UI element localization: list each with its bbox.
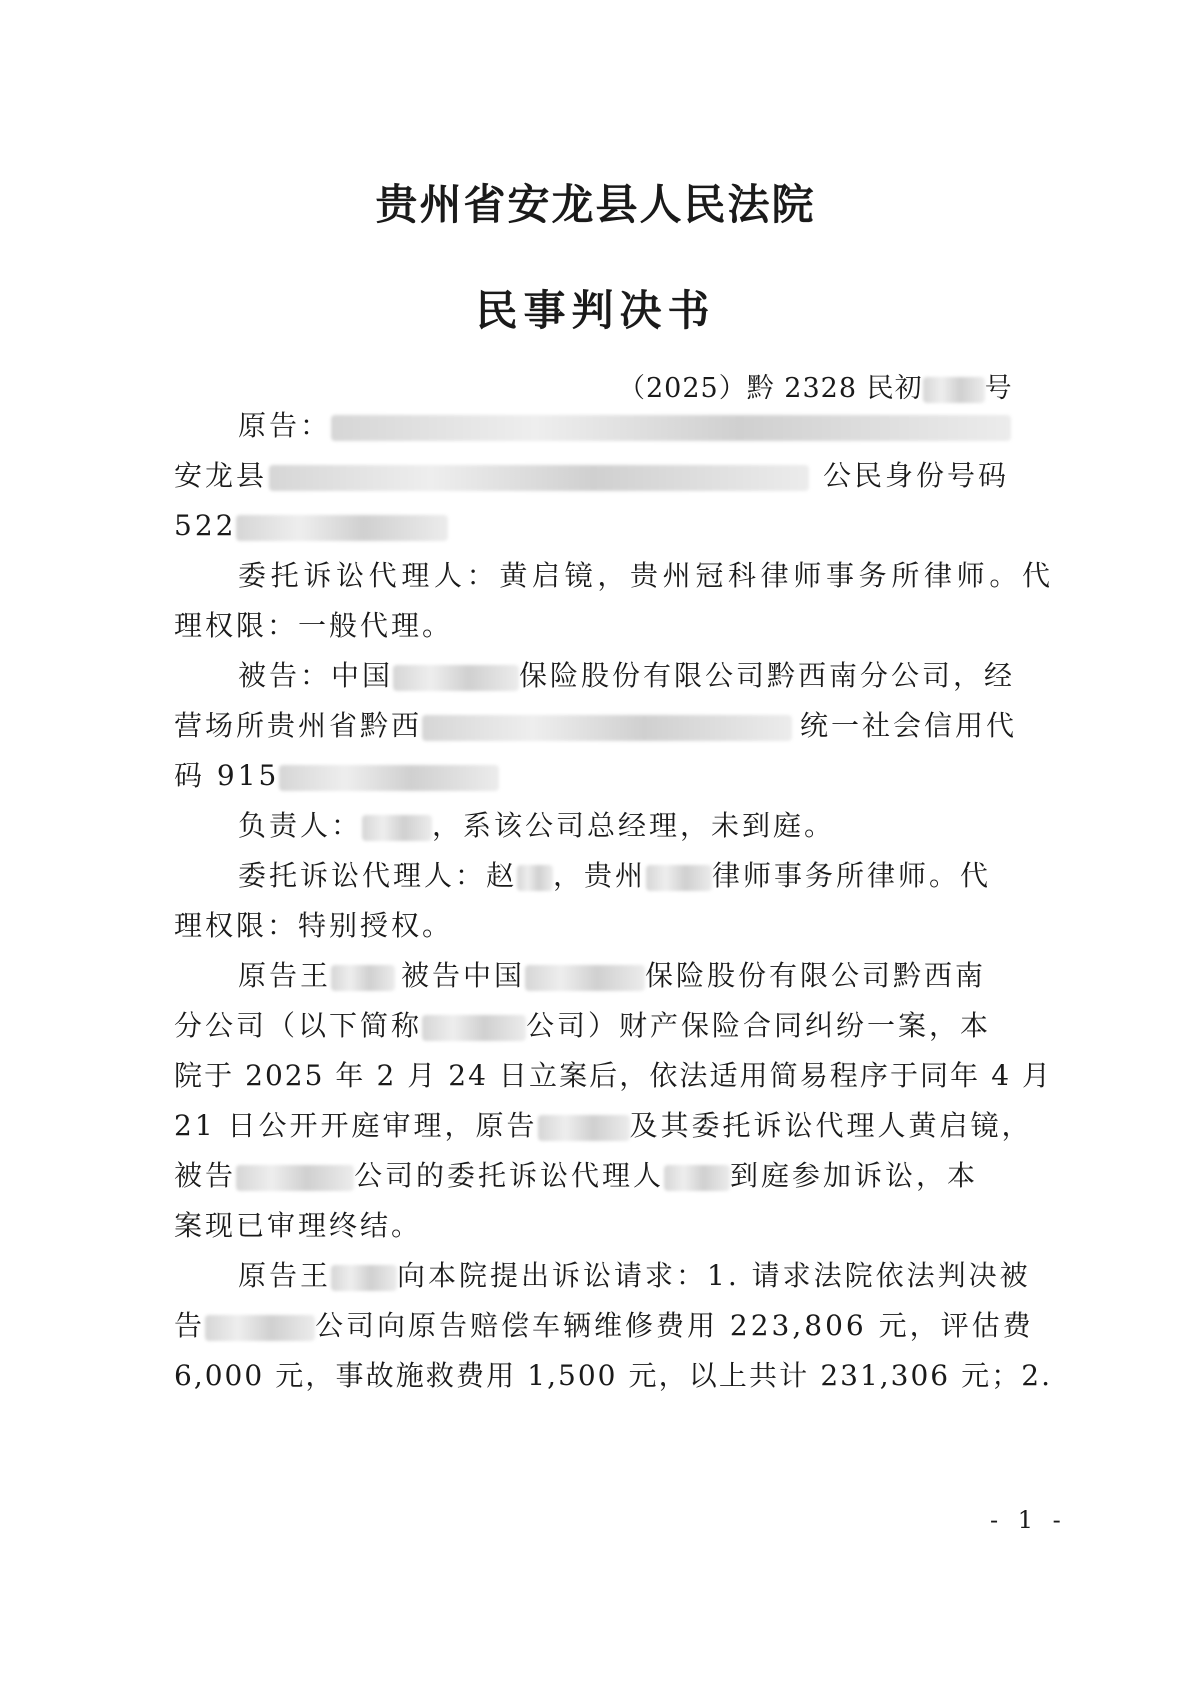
- paragraph-2-line-3: 6,000 元，事故施救费用 1,500 元，以上共计 231,306 元；2.: [174, 1359, 1052, 1392]
- redaction-block: [538, 1115, 630, 1141]
- paragraph-text: 被告中国: [401, 959, 526, 992]
- responsible-person-line: [238, 806, 835, 846]
- case-number-suffix: 号: [984, 373, 1013, 404]
- paragraph-text: 公司向原告赔偿车辆维修费用 223,806 元，评估费: [315, 1309, 1034, 1342]
- paragraph-text: 及其委托诉讼代理人黄启镜，: [629, 1109, 1033, 1142]
- defendant-line-1: [238, 656, 1015, 696]
- redaction-block: [236, 515, 448, 541]
- redaction-block: [393, 665, 519, 691]
- defendant-agent-text: ，贵州: [553, 859, 647, 892]
- defendant-text: 被告：中国: [238, 659, 394, 692]
- plaintiff-line-2: [174, 456, 1009, 496]
- paragraph-text: 被告: [174, 1159, 237, 1192]
- redaction-block: [331, 1265, 397, 1291]
- responsible-text: ，系该公司总经理，未到庭。: [432, 809, 836, 842]
- paragraph-text: 原告王: [238, 959, 332, 992]
- defendant-text: 营场所贵州省黔西: [174, 709, 423, 742]
- plaintiff-address-start: 安龙县: [174, 459, 268, 492]
- defendant-agent-text: 委托诉讼代理人：赵: [238, 859, 518, 892]
- redaction-block: [236, 1165, 354, 1191]
- defendant-line-2: [174, 706, 1017, 746]
- paragraph-1-line-6: 案现已审理终结。: [174, 1209, 423, 1242]
- paragraph-text: 向本院提出诉讼请求：1. 请求法院依法判决被: [397, 1259, 1031, 1292]
- redaction-block: [279, 765, 499, 791]
- case-number: [618, 366, 1013, 405]
- redaction-block: [362, 815, 432, 841]
- paragraph-1-line-4: [174, 1106, 1033, 1146]
- redaction-block: [422, 1015, 526, 1041]
- redaction-block: [269, 465, 809, 491]
- responsible-label: 负责人：: [238, 809, 363, 842]
- plaintiff-id-prefix: 522: [174, 509, 237, 542]
- plaintiff-label: 原告：: [238, 409, 332, 442]
- paragraph-text: 21 日公开开庭审理，原告: [174, 1109, 538, 1142]
- court-title: 贵州省安龙县人民法院: [375, 180, 816, 229]
- paragraph-text: 公司）财产保险合同纠纷一案，本: [526, 1009, 992, 1042]
- plaintiff-id-label: 公民身份号码: [823, 459, 1010, 492]
- paragraph-1-line-2: [174, 1006, 991, 1046]
- defendant-agent-line-2: 理权限：特别授权。: [174, 909, 454, 942]
- page-number: - 1 -: [990, 1506, 1067, 1534]
- paragraph-text: 分公司（以下简称: [174, 1009, 423, 1042]
- redaction-block: [205, 1315, 315, 1341]
- redaction-block: [525, 965, 645, 991]
- paragraph-text: 告: [174, 1309, 206, 1342]
- defendant-credit-code-prefix: 码 915: [174, 759, 280, 792]
- paragraph-text: 公司的委托诉讼代理人: [354, 1159, 665, 1192]
- defendant-agent-line-1: [238, 856, 991, 896]
- plaintiff-agent-line-2: 理权限：一般代理。: [174, 609, 454, 642]
- defendant-text: 统一社会信用代: [800, 709, 1018, 742]
- paragraph-text: 原告王: [238, 1259, 332, 1292]
- paragraph-2-line-1: [238, 1256, 1031, 1296]
- defendant-line-3: [174, 756, 499, 796]
- paragraph-1-line-3: 院于 2025 年 2 月 24 日立案后，依法适用简易程序于同年 4 月: [174, 1059, 1052, 1092]
- redaction-block: [646, 865, 712, 891]
- redaction-block: [331, 415, 1011, 441]
- redaction-block: [517, 865, 553, 891]
- paragraph-1-line-1: [238, 956, 986, 996]
- plaintiff-agent-line-1: 委托诉讼代理人：黄启镜，贵州冠科律师事务所律师。代: [238, 559, 1052, 592]
- paragraph-2-line-2: [174, 1306, 1034, 1346]
- redaction-block: [664, 1165, 730, 1191]
- paragraph-1-line-5: [174, 1156, 978, 1196]
- document-type-title: 民事判决书: [475, 286, 716, 335]
- defendant-agent-text: 律师事务所律师。代: [712, 859, 992, 892]
- paragraph-text: 保险股份有限公司黔西南: [645, 959, 987, 992]
- redaction-block: [331, 965, 395, 991]
- defendant-text: 保险股份有限公司黔西南分公司，经: [519, 659, 1016, 692]
- redaction-block: [422, 715, 792, 741]
- redaction-block: [923, 377, 985, 403]
- plaintiff-line-1: [238, 406, 1011, 446]
- paragraph-text: 到庭参加诉讼，本: [730, 1159, 979, 1192]
- plaintiff-line-3: [174, 506, 448, 546]
- case-number-prefix: （2025）黔 2328 民初: [618, 373, 923, 404]
